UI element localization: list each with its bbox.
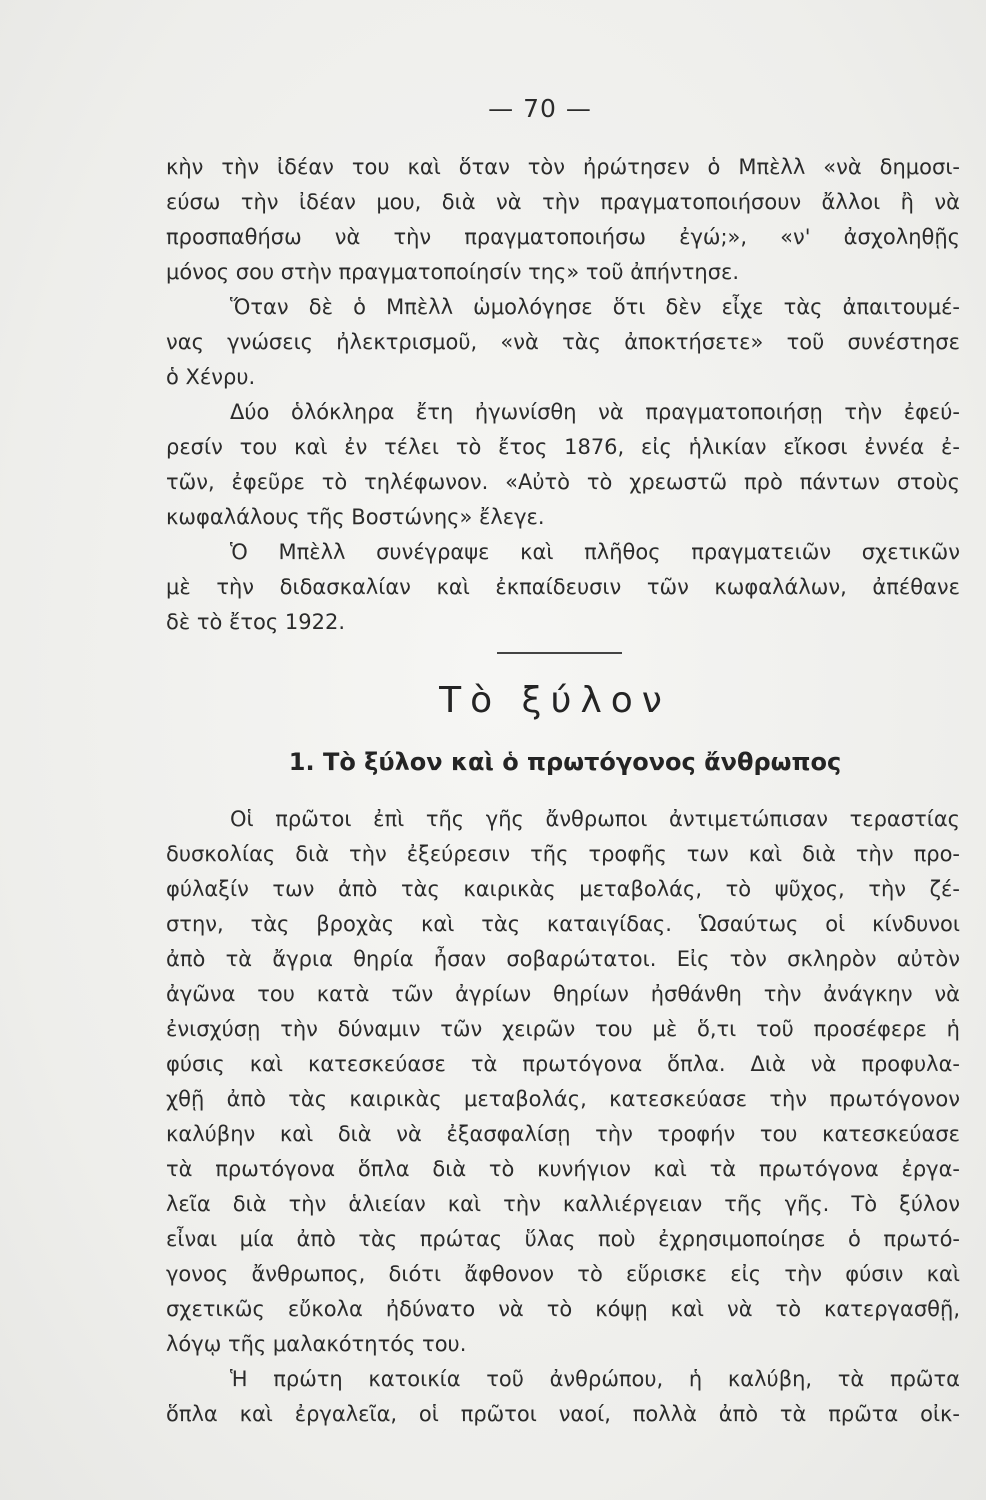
text-line: κωφαλάλους τῆς Βοστώνης» ἔλεγε. xyxy=(166,505,545,529)
text-line: δὲ τὸ ἔτος 1922. xyxy=(166,610,346,634)
text-line: γονος ἄνθρωπος, διότι ἄφθονον τὸ εὕρισκε εἰς τὴν φύσιν καὶ xyxy=(166,1262,960,1286)
text-line: καλύβην καὶ διὰ νὰ ἐξασφαλίσῃ τὴν τροφήν του κατεσκεύασε xyxy=(166,1122,960,1146)
text-line: εύσω τὴν ἰδέαν μου, διὰ νὰ τὴν πραγματοποιήσουν ἄλλοι ἢ νὰ xyxy=(166,190,960,214)
text-line: τῶν, ἐφεῦρε τὸ τηλέφωνον. «Αὐτὸ τὸ χρεωστῶ πρὸ πάντων στοὺς xyxy=(166,470,960,494)
text-line: τὰ πρωτόγονα ὅπλα διὰ τὸ κυνήγιον καὶ τὰ πρωτόγονα ἐργα- xyxy=(166,1157,960,1181)
text-line: φύλαξίν των ἀπὸ τὰς καιρικὰς μεταβολάς, τὸ ψῦχος, τὴν ζέ- xyxy=(166,877,960,901)
text-line: στην, τὰς βροχὰς καὶ τὰς καταιγίδας. Ὡσαύτως οἱ κίνδυνοι xyxy=(166,912,960,936)
text-line: ρεσίν του καὶ ἐν τέλει τὸ ἔτος 1876, εἰς ἡλικίαν εἴκοσι ἐννέα ἐ- xyxy=(166,435,960,459)
text-line: σχετικῶς εὔκολα ἠδύνατο νὰ τὸ κόψῃ καὶ νὰ τὸ κατεργασθῇ, xyxy=(166,1297,960,1321)
page-number: — 70 — xyxy=(488,94,592,123)
text-line: ἐνισχύσῃ τὴν δύναμιν τῶν χειρῶν του μὲ ὅ,τι τοῦ προσέφερε ἡ xyxy=(166,1017,960,1041)
text-line: νας γνώσεις ἠλεκτρισμοῦ, «νὰ τὰς ἀποκτήσετε» τοῦ συνέστησε xyxy=(166,330,960,354)
text-line: προσπαθήσω νὰ τὴν πραγματοποιήσω ἐγώ;», «ν' ἀσχοληθῇς xyxy=(166,225,960,249)
text-line: Οἱ πρῶτοι ἐπὶ τῆς γῆς ἄνθρωποι ἀντιμετώπισαν τεραστίας xyxy=(230,807,960,831)
subsection-title: 1. Τὸ ξύλον καὶ ὁ πρωτόγονος ἄνθρωπος xyxy=(288,748,842,776)
text-line: μόνος σου στὴν πραγματοποίησίν της» τοῦ ἀπήντησε. xyxy=(166,260,740,284)
text-line: Δύο ὁλόκληρα ἔτη ἠγωνίσθη νὰ πραγματοποιήσῃ τὴν ἐφεύ- xyxy=(230,400,960,424)
text-line: φύσις καὶ κατεσκεύασε τὰ πρωτόγονα ὅπλα. Διὰ νὰ προφυλα- xyxy=(166,1052,960,1076)
text-line: Ὅταν δὲ ὁ Μπὲλλ ὡμολόγησε ὅτι δὲν εἶχε τὰς ἀπαιτουμέ- xyxy=(230,295,960,319)
text-line: ὅπλα καὶ ἐργαλεῖα, οἱ πρῶτοι ναοί, πολλὰ ἀπὸ τὰ πρῶτα οἰκ- xyxy=(166,1402,960,1426)
text-line: δυσκολίας διὰ τὴν ἐξεύρεσιν τῆς τροφῆς των καὶ διὰ τὴν προ- xyxy=(166,842,960,866)
text-line: μὲ τὴν διδασκαλίαν καὶ ἐκπαίδευσιν τῶν κωφαλάλων, ἀπέθανε xyxy=(166,575,960,599)
text-line: ἀπὸ τὰ ἄγρια θηρία ἦσαν σοβαρώτατοι. Εἰς τὸν σκληρὸν αὐτὸν xyxy=(166,947,960,971)
text-line: κὴν τὴν ἰδέαν του καὶ ὅταν τὸν ἠρώτησεν ὁ Μπὲλλ «νὰ δημοσι- xyxy=(166,155,960,179)
text-block-bell xyxy=(166,150,960,640)
text-line: ἀγῶνα του κατὰ τῶν ἀγρίων θηρίων ἠσθάνθη τὴν ἀνάγκην νὰ xyxy=(166,982,960,1006)
section-divider xyxy=(497,652,622,654)
text-line: χθῇ ἀπὸ τὰς καιρικὰς μεταβολάς, κατεσκεύασε τὴν πρωτόγονον xyxy=(166,1087,960,1111)
text-line: λεῖα διὰ τὴν ἁλιείαν καὶ τὴν καλλιέργειαν τῆς γῆς. Τὸ ξύλον xyxy=(166,1192,960,1216)
section-title: Τὸ ξύλον xyxy=(439,680,671,721)
text-line: ὁ Χένρυ. xyxy=(166,365,256,389)
text-line: Ἡ πρώτη κατοικία τοῦ ἀνθρώπου, ἡ καλύβη, τὰ πρῶτα xyxy=(230,1367,960,1391)
text-line: Ὁ Μπὲλλ συνέγραψε καὶ πλῆθος πραγματειῶν σχετικῶν xyxy=(230,540,960,564)
text-block-wood xyxy=(166,802,960,1432)
text-line: λόγῳ τῆς μαλακότητός του. xyxy=(166,1332,467,1356)
text-line: εἶναι μία ἀπὸ τὰς πρώτας ὕλας ποὺ ἐχρησιμοποίησε ὁ πρωτό- xyxy=(166,1227,960,1251)
